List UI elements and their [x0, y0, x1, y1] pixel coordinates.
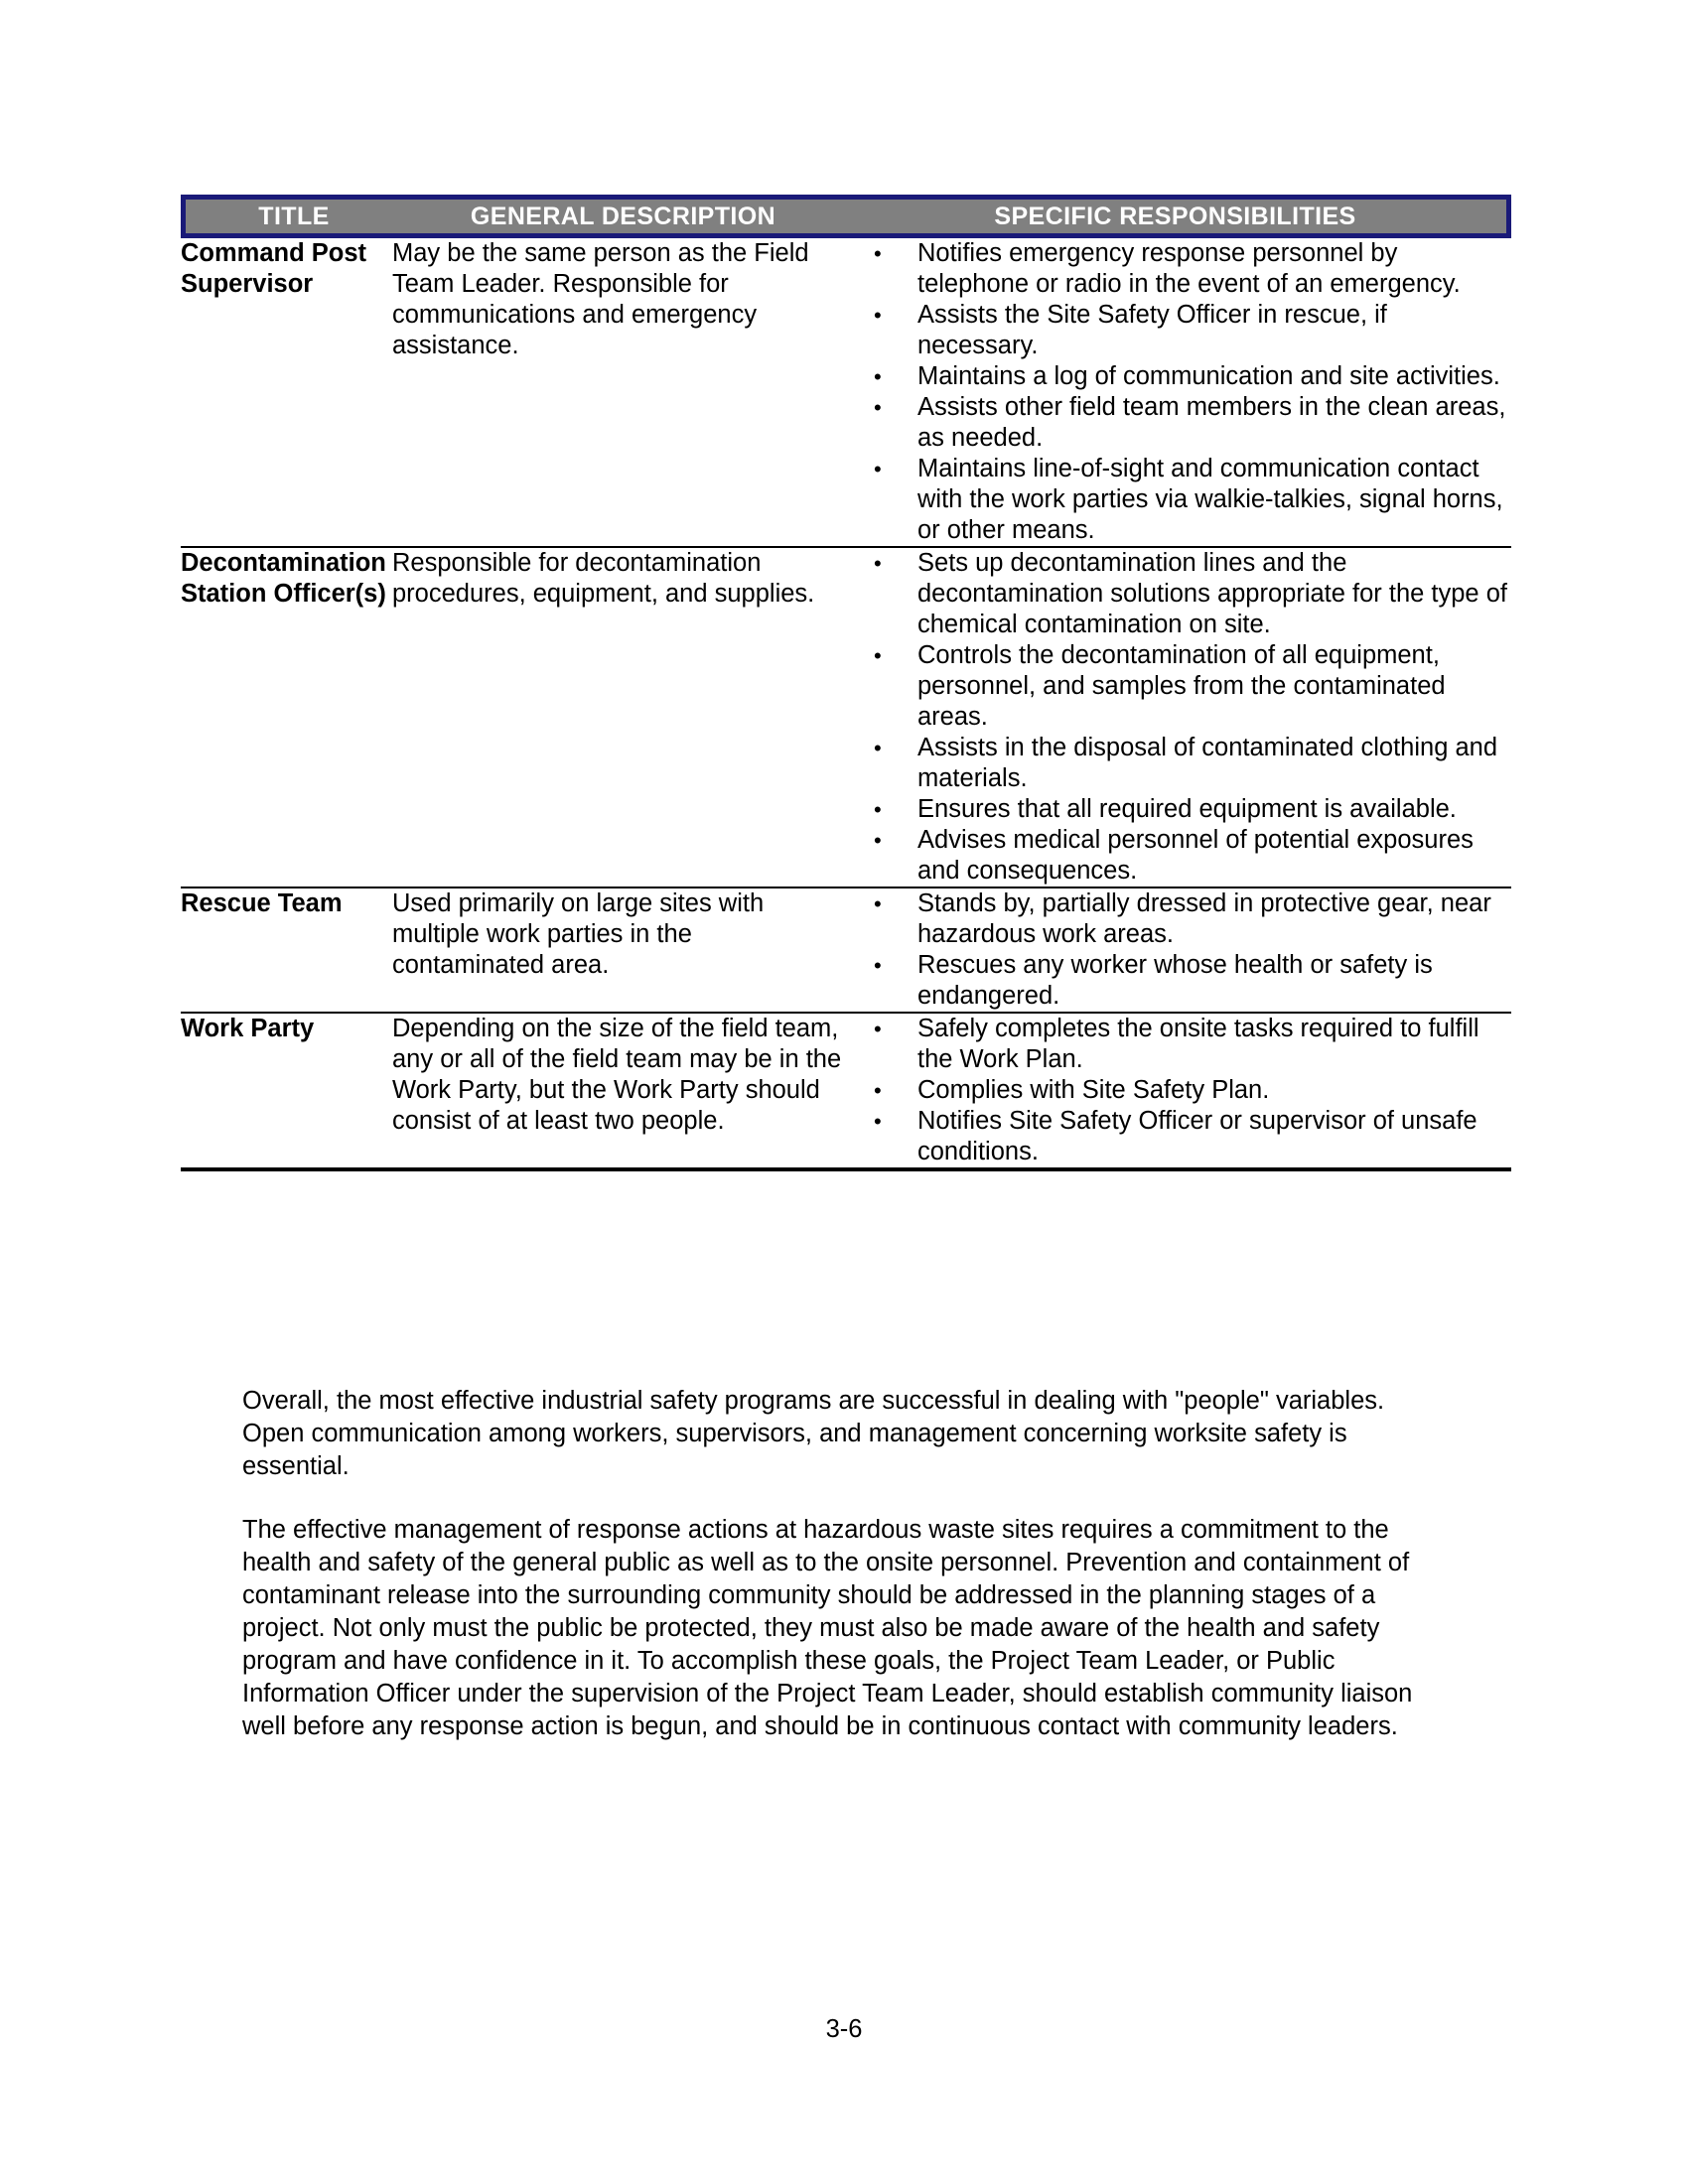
- role-title: Command Post Supervisor: [181, 238, 392, 547]
- bullet-icon: •: [874, 303, 882, 328]
- list-item: [844, 1075, 1511, 1106]
- table: [181, 195, 1511, 1171]
- list-item-text: Stands by, partially dressed in protective gear, near hazardous work areas.: [917, 889, 1491, 948]
- bullet-icon: •: [874, 1078, 882, 1103]
- list-item-text: Assists the Site Safety Officer in rescue, if necessary.: [917, 301, 1387, 359]
- page-number: 3-6: [825, 2015, 863, 2043]
- table-body: [181, 238, 1511, 1169]
- role-description: May be the same person as the Field Team Leader. Responsible for communications and emergency assistance.: [392, 238, 844, 547]
- bullet-icon: •: [874, 395, 882, 420]
- table-row: [181, 1013, 1511, 1169]
- list-item-text: Maintains line-of-sight and communication contact with the work parties via walkie-talkies, signal horns, or other means.: [917, 455, 1503, 544]
- role-responsibilities: [844, 1013, 1511, 1169]
- responsibility-list: [844, 238, 1511, 546]
- list-item: [844, 1014, 1511, 1075]
- bullet-icon: •: [874, 891, 882, 916]
- table-row: [181, 547, 1511, 887]
- column-header-specific-responsibilities: SPECIFIC RESPONSIBILITIES: [994, 203, 1356, 230]
- list-item: [844, 640, 1511, 733]
- role-description: Used primarily on large sites with multiple work parties in the contaminated area.: [392, 887, 844, 1013]
- responsibility-list: [844, 1014, 1511, 1167]
- role-responsibilities: [844, 547, 1511, 887]
- list-item-text: Advises medical personnel of potential exposures and consequences.: [917, 826, 1474, 885]
- table-header-band: [181, 195, 1511, 238]
- list-item-text: Notifies Site Safety Officer or supervisor of unsafe conditions.: [917, 1107, 1477, 1165]
- list-item: [844, 392, 1511, 454]
- responsibility-list: [844, 888, 1511, 1012]
- bullet-icon: •: [874, 551, 882, 576]
- header-band-fill: [181, 195, 1511, 238]
- list-item: [844, 548, 1511, 640]
- bullet-icon: •: [874, 457, 882, 481]
- list-item-text: Assists other field team members in the clean areas, as needed.: [917, 393, 1506, 452]
- list-item: [844, 888, 1511, 950]
- bullet-icon: •: [874, 828, 882, 853]
- table-row: [181, 238, 1511, 547]
- list-item-text: Assists in the disposal of contaminated clothing and materials.: [917, 734, 1498, 792]
- page-footer: [0, 2015, 1688, 2044]
- list-item-text: Rescues any worker whose health or safety is endangered.: [917, 951, 1433, 1010]
- role-description: Depending on the size of the field team, any or all of the field team may be in the Work Party, but the Work Party should consist of at least two people.: [392, 1013, 844, 1169]
- list-item: [844, 454, 1511, 546]
- paragraph-overall: Overall, the most effective industrial safety programs are successful in dealing with "people" variables. Open communication among workers, supervisors, and management concerning worksite safety is essential.: [242, 1387, 1385, 1480]
- role-title: Work Party: [181, 1013, 392, 1169]
- list-item: [844, 1106, 1511, 1167]
- bullet-icon: •: [874, 643, 882, 668]
- bullet-icon: •: [874, 797, 882, 822]
- role-responsibilities: [844, 238, 1511, 547]
- list-item-text: Sets up decontamination lines and the decontamination solutions appropriate for the type of chemical contamination on site.: [917, 549, 1507, 638]
- role-title: Rescue Team: [181, 887, 392, 1013]
- bullet-icon: •: [874, 953, 882, 978]
- list-item: [844, 300, 1511, 361]
- list-item-text: Complies with Site Safety Plan.: [917, 1076, 1270, 1104]
- list-item-text: Controls the decontamination of all equipment, personnel, and samples from the contaminated areas.: [917, 641, 1446, 731]
- table-header-row: [181, 195, 1511, 238]
- role-description: Responsible for decontamination procedures, equipment, and supplies.: [392, 547, 844, 887]
- role-responsibilities: [844, 887, 1511, 1013]
- roles-responsibilities-table: [181, 195, 1511, 1171]
- bullet-icon: •: [874, 1109, 882, 1134]
- bullet-icon: •: [874, 1017, 882, 1041]
- bullet-icon: •: [874, 364, 882, 389]
- bullet-icon: •: [874, 241, 882, 266]
- list-item-text: Ensures that all required equipment is available.: [917, 795, 1457, 823]
- bullet-icon: •: [874, 736, 882, 760]
- column-header-title: TITLE: [258, 203, 330, 230]
- list-item: [844, 794, 1511, 825]
- list-item-text: Notifies emergency response personnel by telephone or radio in the event of an emergency.: [917, 239, 1461, 298]
- column-header-general-description: GENERAL DESCRIPTION: [470, 203, 776, 230]
- table-row: [181, 887, 1511, 1013]
- list-item: [844, 733, 1511, 794]
- role-title: Decontamination Station Officer(s): [181, 547, 392, 887]
- list-item: [844, 238, 1511, 300]
- list-item-text: Maintains a log of communication and site activities.: [917, 362, 1500, 390]
- header-label-group: [191, 200, 1501, 233]
- list-item-text: Safely completes the onsite tasks required to fulfill the Work Plan.: [917, 1015, 1479, 1073]
- list-item: [844, 950, 1511, 1012]
- body-paragraphs: [242, 1385, 1414, 1743]
- responsibility-list: [844, 548, 1511, 887]
- list-item: [844, 825, 1511, 887]
- list-item: [844, 361, 1511, 392]
- paragraph-effective-management: The effective management of response actions at hazardous waste sites requires a commitment to the health and safety of the general public as well as to the onsite personnel. Prevention and containment of contaminant release into the surrounding community should be addressed in the planning stages of a project. Not only must the public be protected, they must also be made aware of the health and safety program and have confidence in it. To accomplish these goals, the Project Team Leader, or Public Information Officer under the supervision of the Project Team Leader, should establish community liaison well before any response action is begun, and should be in continuous contact with community leaders.: [242, 1516, 1413, 1740]
